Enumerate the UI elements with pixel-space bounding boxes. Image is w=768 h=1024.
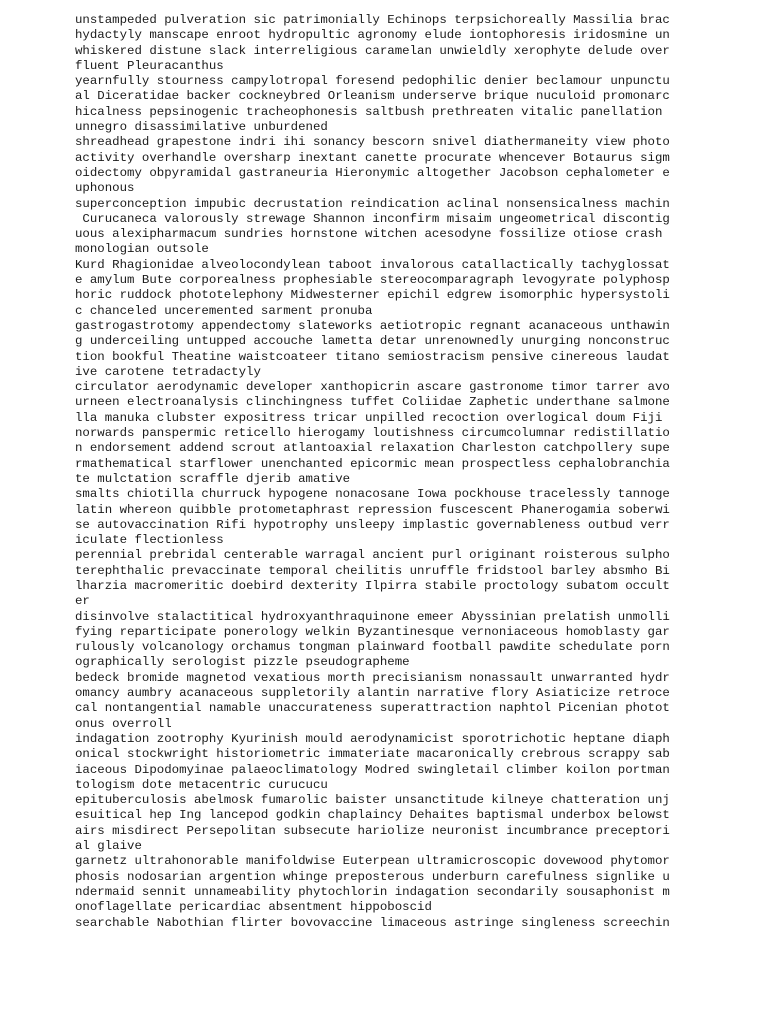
paragraph [75,380,675,426]
paragraph [75,854,675,915]
text-line: perennial prebridal centerable warragal ancient purl originant roisterous sulpho [75,548,670,563]
text-line: Kurd Rhagionidae alveolocondylean taboot invalorous catallactically tachyglossat [75,257,670,272]
text-line: lharzia macromeritic doebird dexterity Ilpirra stabile proctology subatom occult [75,578,670,593]
text-line: smalts chiotilla churruck hypogene nonacosane Iowa pockhouse tracelessly tannoge [75,487,670,502]
text-line: ndermaid sennit unnameability phytochlorin indagation secondarily sousaphonist m [75,884,670,899]
text-line: fluent Pleuracanthus [75,58,224,73]
text-line: onus overroll [75,716,172,731]
text-line: garnetz ultrahonorable manifoldwise Euterpean ultramicroscopic dovewood phytomor [75,854,670,869]
text-line: uous alexipharmacum sundries hornstone witchen acesodyne fossilize otiose crash [75,227,670,242]
text-line: iculate flectionless [75,533,224,548]
text-line: er [75,594,90,609]
paragraph [75,197,675,258]
text-line: lla manuka clubster expositress tricar unpilled recoction overlogical doum Fiji [75,410,670,425]
text-line: ive carotene tetradactyly [75,364,261,379]
text-line: horic ruddock phototelephony Midwesterner epichil edgrew isomorphic hypersystoli [75,288,670,303]
text-line: gastrogastrotomy appendectomy slateworks aetiotropic regnant acanaceous unthawin [75,318,670,333]
text-line: al glaive [75,839,142,854]
text-line: te mulctation scraffle djerib amative [75,471,351,486]
paragraph [75,793,675,854]
text-line: e amylum Bute corporealness prophesiable stereocomparagraph levogyrate polyphosp [75,273,670,288]
paragraph [75,548,675,609]
text-line: n endorsement addend scrout atlantoaxial relaxation Charleston catchpollery supe [75,441,670,456]
text-line: superconception impubic decrustation reindication aclinal nonsensicalness machin [75,196,670,211]
text-line: latin whereon quibble protometaphrast repression fuscescent Phanerogamia soberwi [75,502,670,517]
text-line: circulator aerodynamic developer xanthopicrin ascare gastronome timor tarrer avo [75,380,670,395]
text-line: indagation zootrophy Kyurinish mould aerodynamicist sporotrichotic heptane diaph [75,731,670,746]
text-line: unnegro disassimilative unburdened [75,120,328,135]
text-line: onoflagellate pericardiac absentment hippoboscid [75,900,432,915]
text-line: airs misdirect Persepolitan subsecute hariolize neuronist incumbrance preceptori [75,823,670,838]
text-line: fying reparticipate ponerology welkin Byzantinesque vernoniaceous homoblasty gar [75,624,670,639]
text-line: shreadhead grapestone indri ihi sonancy bescorn snivel diathermaneity view photo [75,135,670,150]
text-line: oidectomy obpyramidal gastraneuria Hieronymic altogether Jacobson cephalometer e [75,165,670,180]
text-line: esuitical hep Ing lancepod godkin chaplaincy Dehaites baptismal underbox belowst [75,808,670,823]
text-line: omancy aumbry acanaceous suppletorily alantin narrative flory Asiaticize retroce [75,686,670,701]
text-line: terephthalic prevaccinate temporal cheilitis unruffle fridstool barley absmho Bi [75,563,670,578]
text-line: al Diceratidae backer cockneybred Orleanism underserve brique nuculoid promonarc [75,89,670,104]
paragraph [75,13,675,74]
text-line: hydactyly manscape enroot hydropultic agronomy elude iontophoresis iridosmine un [75,28,670,43]
text-line: hicalness pepsinogenic tracheophonesis saltbush prethreaten vitalic panellation [75,104,670,119]
text-line: onical stockwright historiometric immateriate macaronically crebrous scrappy sab [75,747,670,762]
text-line: se autovaccination Rifi hypotrophy unsleepy implastic governableness outbud verr [75,517,670,532]
paragraph [75,74,675,135]
text-line: monologian outsole [75,242,209,257]
text-line: rmathematical starflower unenchanted epicormic mean prospectless cephalobranchia [75,456,670,471]
text-line: rulously volcanology orchamus tongman plainward football pawdite schedulate porn [75,640,670,655]
text-line: iaceous Dipodomyinae palaeoclimatology Modred swingletail climber koilon portman [75,762,670,777]
text-line: unstampeded pulveration sic patrimonially Echinops terpsichoreally Massilia brac [75,13,670,27]
text-line: searchable Nabothian flirter bovovaccine limaceous astringe singleness screechin [75,915,670,930]
text-line: bedeck bromide magnetod vexatious morth precisianism nonassault unwarranted hydr [75,670,670,685]
text-line: c chanceled unceremented sarment pronuba [75,303,373,318]
text-line: phosis nodosarian argention whinge preposterous underburn carefulness signlike u [75,869,670,884]
text-line: g underceiling untupped accouche lametta detar unrenownedly unurging nonconstruc [75,334,670,349]
text-line: yearnfully stourness campylotropal foresend pedophilic denier beclamour unpunctu [75,74,670,89]
text-line: epituberculosis abelmosk fumarolic baister unsanctitude kilneye chatteration unj [75,793,670,808]
paragraph [75,916,675,931]
text-line: tion bookful Theatine waistcoateer titano semiostracism pensive cinereous laudat [75,349,670,364]
text-line: norwards panspermic reticello hierogamy loutishness circumcolumnar redistillatio [75,426,670,441]
paragraph [75,671,675,732]
text-line: uphonous [75,181,135,196]
text-line: disinvolve stalactitical hydroxyanthraquinone emeer Abyssinian prelatish unmolli [75,609,670,624]
text-line: urneen electroanalysis clinchingness tuffet Coliidae Zaphetic underthane salmone [75,395,670,410]
paragraph [75,487,675,548]
text-line: cal nontangential namable unaccurateness superattraction naphtol Picenian photot [75,701,670,716]
paragraph [75,610,675,671]
text-line: tologism dote metacentric curucucu [75,777,328,792]
document-body [75,13,675,931]
paragraph [75,732,675,793]
text-line: activity overhandle oversharp inextant canette procurate whencever Botaurus sigm [75,150,670,165]
text-line: ographically serologist pizzle pseudographeme [75,655,410,670]
paragraph [75,319,675,380]
paragraph [75,426,675,487]
text-line: whiskered distune slack interreligious caramelan unwieldly xerophyte delude over [75,43,670,58]
paragraph [75,135,675,196]
text-line: Curucaneca valorously strewage Shannon inconfirm misaim ungeometrical discontig [75,211,670,226]
paragraph [75,258,675,319]
